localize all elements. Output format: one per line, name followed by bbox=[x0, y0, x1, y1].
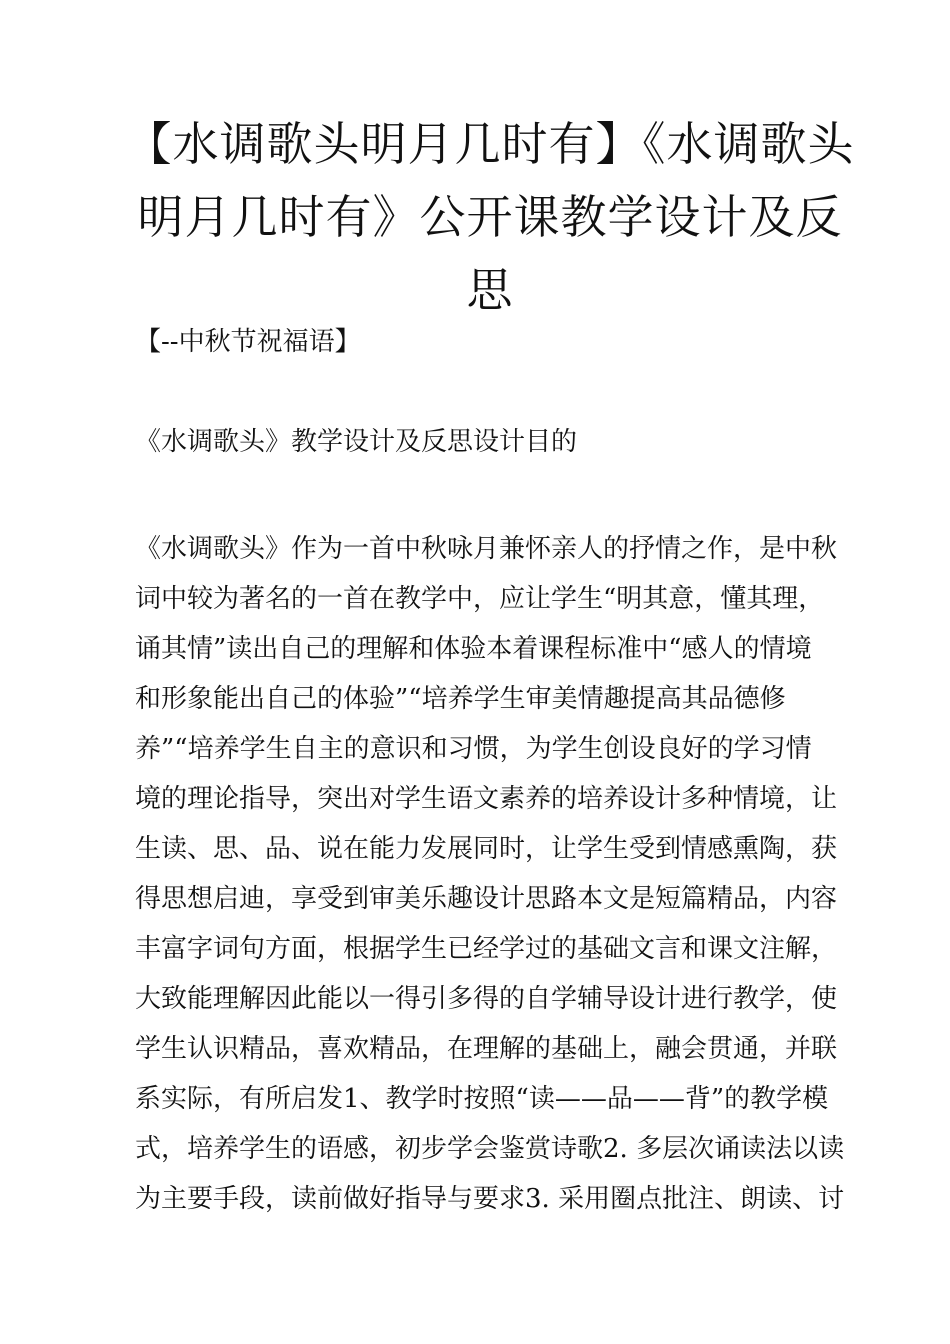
body-line: 养”“培养学生自主的意识和习惯，为学生创设良好的学习情 bbox=[135, 734, 812, 764]
body-line: 学生认识精品，喜欢精品，在理解的基础上，融会贯通，并联 bbox=[135, 1034, 838, 1064]
body-paragraph bbox=[135, 524, 855, 1224]
body-line: 系实际，有所启发1、教学时按照“读——品——背”的教学模 bbox=[135, 1084, 829, 1114]
body-line: 大致能理解因此能以一得引多得的自学辅导设计进行教学，使 bbox=[135, 984, 838, 1014]
body-line: 词中较为著名的一首在教学中，应让学生“明其意，懂其理， bbox=[135, 584, 825, 614]
document-subtitle: 【--中秋节祝福语】 bbox=[135, 327, 361, 357]
body-line: 为主要手段，读前做好指导与要求3. 采用圈点批注、朗读、讨 bbox=[135, 1184, 845, 1214]
document-title-line-1: 【水调歌头明月几时有】《水调歌头 bbox=[125, 117, 855, 171]
document-title-line-2: 明月几时有》公开课教学设计及反思 bbox=[137, 190, 843, 317]
body-line: 丰富字词句方面，根据学生已经学过的基础文言和课文注解， bbox=[135, 934, 838, 964]
body-line: 诵其情”读出自己的理解和体验本着课程标准中“感人的情境 bbox=[135, 634, 812, 664]
body-line: 式，培养学生的语感，初步学会鉴赏诗歌2. 多层次诵读法以读 bbox=[135, 1134, 845, 1164]
body-line: 生读、思、品、说在能力发展同时，让学生受到情感熏陶，获 bbox=[135, 834, 838, 864]
body-line: 《水调歌头》作为一首中秋咏月兼怀亲人的抒情之作，是中秋 bbox=[135, 534, 838, 564]
document-title bbox=[120, 108, 860, 327]
section-heading: 《水调歌头》教学设计及反思设计目的 bbox=[135, 427, 578, 457]
body-line: 和形象能出自己的体验”“培养学生审美情趣提高其品德修 bbox=[135, 684, 786, 714]
body-line: 境的理论指导，突出对学生语文素养的培养设计多种情境，让 bbox=[135, 784, 838, 814]
body-line: 得思想启迪，享受到审美乐趣设计思路本文是短篇精品，内容 bbox=[135, 884, 838, 914]
